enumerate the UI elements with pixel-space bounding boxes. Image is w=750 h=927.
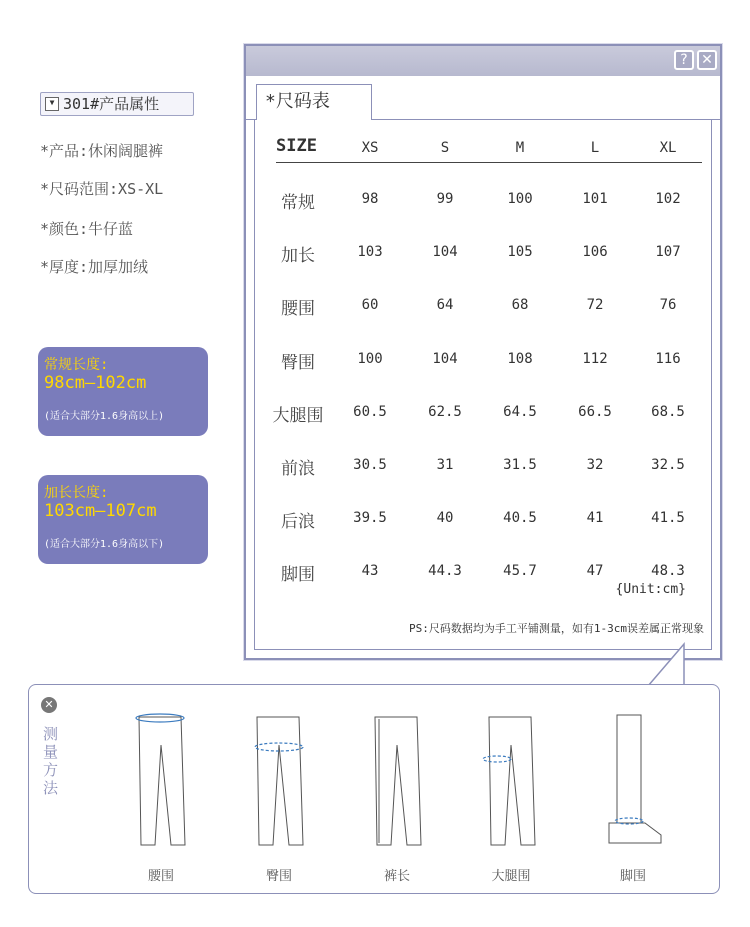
table-cell: 40 (436, 510, 454, 526)
table-cell: 103 (357, 244, 383, 260)
table-cell: 76 (659, 297, 677, 313)
row-label: 后浪 (281, 512, 315, 532)
table-cell: 112 (582, 351, 608, 367)
size-col-s: S (440, 140, 450, 156)
regular-length-range: 98cm—102cm (44, 373, 147, 393)
table-cell: 116 (655, 351, 681, 367)
table-cell: 107 (655, 244, 681, 260)
table-cell: 44.3 (428, 563, 462, 579)
measurement-method-panel (28, 684, 720, 894)
measurement-method-title: 测量方法 (43, 725, 59, 797)
table-row (268, 507, 698, 535)
close-button[interactable]: ✕ (697, 50, 717, 70)
size-col-xs: XS (361, 140, 379, 156)
product-attributes-title[interactable] (40, 92, 194, 116)
table-cell: 32.5 (651, 457, 685, 473)
row-label: 常规 (281, 193, 315, 213)
length-figure (347, 705, 447, 855)
thigh-figure (461, 705, 561, 855)
attributes-title-text: 301#产品属性 (63, 95, 160, 113)
table-row (268, 241, 698, 269)
row-label: 加长 (281, 246, 315, 266)
table-cell: 102 (655, 191, 681, 207)
close-icon[interactable]: ✕ (41, 697, 57, 713)
long-length-label: 加长长度: (44, 485, 109, 501)
unit-label: {Unit:cm} (615, 582, 686, 597)
table-cell: 101 (582, 191, 608, 207)
table-cell: 104 (432, 244, 458, 260)
table-cell: 99 (436, 191, 454, 207)
table-cell: 32 (586, 457, 604, 473)
long-length-card (38, 475, 208, 564)
thigh-label: 大腿围 (491, 869, 531, 884)
waist-label: 腰围 (147, 869, 174, 884)
callout-pointer (640, 640, 700, 688)
table-cell: 43 (361, 563, 379, 579)
hem-label: 脚围 (619, 869, 646, 884)
row-label: 臀围 (281, 353, 315, 373)
table-row (268, 188, 698, 216)
spec-color: *颜色:牛仔蓝 (40, 220, 134, 238)
row-label: 腰围 (281, 299, 315, 319)
help-button[interactable]: ? (674, 50, 694, 70)
table-cell: 72 (586, 297, 604, 313)
table-cell: 104 (432, 351, 458, 367)
table-cell: 30.5 (353, 457, 387, 473)
regular-length-card (38, 347, 208, 436)
table-cell: 108 (507, 351, 533, 367)
table-cell: 47 (586, 563, 604, 579)
table-cell: 64.5 (503, 404, 537, 420)
spec-product: *产品:休闲阔腿裤 (40, 142, 164, 160)
tab-size-chart[interactable]: *尺码表 (256, 84, 372, 120)
table-cell: 31.5 (503, 457, 537, 473)
spec-thickness: *厚度:加厚加绒 (40, 258, 149, 276)
table-cell: 106 (582, 244, 608, 260)
long-length-note: (适合大部分1.6身高以下) (44, 539, 165, 550)
table-cell: 64 (436, 297, 454, 313)
table-cell: 100 (357, 351, 383, 367)
table-cell: 48.3 (651, 563, 685, 579)
hip-label: 臀围 (265, 869, 292, 884)
hem-figure (583, 705, 683, 855)
size-col-xl: XL (659, 140, 677, 156)
size-chart-window (244, 44, 722, 660)
table-row (268, 294, 698, 322)
row-label: 脚围 (281, 565, 315, 585)
table-cell: 31 (436, 457, 454, 473)
waist-figure (111, 705, 211, 855)
table-cell: 45.7 (503, 563, 537, 579)
long-length-range: 103cm—107cm (44, 501, 157, 521)
table-cell: 66.5 (578, 404, 612, 420)
measurement-note: PS:尺码数据均为手工平铺测量，如有1-3cm误差属正常现象 (409, 622, 704, 635)
table-cell: 98 (361, 191, 379, 207)
table-cell: 60.5 (353, 404, 387, 420)
length-label: 裤长 (383, 869, 410, 884)
table-cell: 100 (507, 191, 533, 207)
table-cell: 41.5 (651, 510, 685, 526)
hip-figure (229, 705, 329, 855)
size-col-m: M (515, 140, 525, 156)
title-bar[interactable] (246, 46, 720, 76)
header-divider (276, 162, 702, 163)
table-cell: 62.5 (428, 404, 462, 420)
table-row (268, 454, 698, 482)
dropdown-arrow-icon[interactable]: ▼ (45, 97, 59, 111)
spec-size-range: *尺码范围:XS-XL (40, 180, 164, 198)
table-row (268, 401, 698, 429)
regular-length-note: (适合大部分1.6身高以上) (44, 411, 165, 422)
row-label: 前浪 (281, 459, 315, 479)
table-row (268, 348, 698, 376)
table-cell: 40.5 (503, 510, 537, 526)
table-cell: 105 (507, 244, 533, 260)
row-label: 大腿围 (272, 406, 324, 426)
size-table-header (268, 136, 698, 164)
table-cell: 68.5 (651, 404, 685, 420)
table-cell: 41 (586, 510, 604, 526)
regular-length-label: 常规长度: (44, 357, 109, 373)
table-cell: 68 (511, 297, 529, 313)
size-col-l: L (590, 140, 600, 156)
table-cell: 60 (361, 297, 379, 313)
table-cell: 39.5 (353, 510, 387, 526)
size-header-label: SIZE (276, 136, 317, 156)
